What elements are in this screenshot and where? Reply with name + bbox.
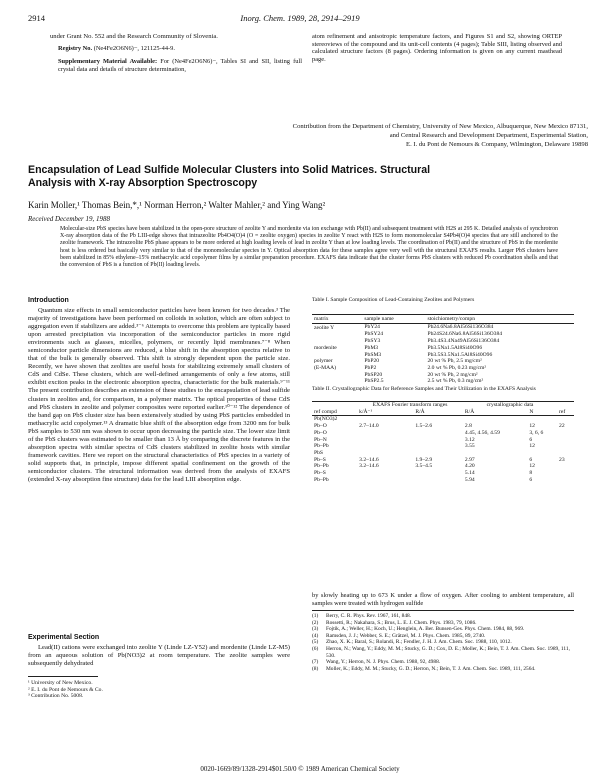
table-2-cell [557,416,574,423]
table-2-cell: 4.20 [464,463,475,470]
reference-number: (5) [312,639,319,646]
reference-text: Rossetti, R.; Nakahara, S.; Brus, L. E. J. Chem. Phys. 1983, 79, 1086. [326,619,477,626]
reference-item [312,646,574,659]
table-1-cell: Pb3.5S3.5Na1.5Al8Si40O96 [427,351,493,358]
author-list: Karin Moller,¹ Thomas Bein,*,¹ Norman Herron,² Walter Mahler,² and Ying Wang² [28,200,326,210]
table-2-cell [413,450,463,457]
footnote-1: ¹ University of New Mexico. [28,680,93,686]
table-1-row [312,378,574,385]
table-2-cell [463,450,527,457]
reference-text: Wang, Y.; Herron, N. J. Phys. Chem. 1988, 92, 4988. [326,659,441,666]
table-1-cell: PbP2 [364,364,377,371]
reference-item [312,613,574,620]
table-2-cell: 5.94 [464,476,475,483]
table-2-cell: Pb–N [314,436,327,443]
registry-label: Registry No. [58,45,93,52]
table-2-cell [357,416,413,423]
registry-numbers [50,45,302,53]
table-2-group-header: EXAFS Fourier transform ranges [372,402,448,408]
table-1-cell [312,378,362,385]
table-2-cell: 2.7–14.0 [359,423,379,430]
table-2-cell [557,437,574,444]
table-2-cell: 22 [559,423,565,430]
table-2-row [312,450,574,457]
table-2-cell: Pb–Pb [314,463,329,470]
reference-text: Berry, C. R. Phys. Rev. 1967, 161, 848. [326,613,412,619]
table-2-cell: Pb–O [314,429,327,436]
table-2-cell [557,450,574,457]
table-2-row [312,477,574,484]
table-2-cell [413,437,463,444]
table-2 [312,401,574,483]
table-2-cell: 12 [529,443,535,450]
table-2-cell: Pb–S [314,470,326,477]
table-1-header-cell: sample name [364,316,394,322]
table-2-cell: 23 [559,456,565,463]
title-line-1: Encapsulation of Lead Sulfide Molecular Clusters into Solid Matrices. Structural [28,164,431,176]
contribution-block [148,123,588,149]
table-1-row [312,352,574,359]
reference-item [312,620,574,627]
table-1-cell: zeolite Y [314,324,335,331]
table-2-cell [413,470,463,477]
supp-text: For (Ne4Fe2O6N6)−, Tables SI and SII, listing full crystal data and details of structure determination, [58,58,302,73]
table-1-cell: PbM3 [364,344,379,351]
table-2-cell: Pb–Pb [314,476,329,483]
table-2-row [312,430,574,437]
table-2-header-cell: R/Å [415,408,425,415]
table-2-cell: 6 [529,476,533,483]
table-1-cell [312,352,362,359]
reference-number: (7) [312,659,319,666]
table-2-cell: 2.97 [464,456,475,463]
table-1-cell: PbSP2.5 [364,378,384,385]
reference-number: (1) [312,613,319,619]
table-2-cell [527,450,557,457]
table-2-row [312,437,574,444]
table-1-cell: polymer [314,358,333,365]
table-2-cell [463,416,527,423]
reference-item [312,639,574,646]
table-2-cell: Pb(NO3)2 [314,416,338,423]
reference-text: Zhao, X. K.; Baral, S.; Rolandi, R.; Fendler, J. H. J. Am. Chem. Soc. 1988, 110, 1012. [326,639,512,646]
table-2-cell [357,437,413,444]
table-2-cell: 12 [529,463,535,470]
footnote-3: ³ Contribution No. 5008. [28,693,84,700]
references-list [312,613,574,672]
reference-text: Herron, N.; Wang, Y.; Eddy, M. M.; Stucky, G. D.; Cox, D. E.; Moller, K.; Bein, T. J. Am. Chem. Soc. 1989, 111, 530. [326,645,570,659]
table-2-cell: 8 [529,470,533,477]
table-2-cell: 2.8 [464,423,472,430]
page-number: 2914 [28,13,45,23]
table-2-cell: 3.12 [464,436,475,443]
table-2-group-spacer [557,402,574,409]
reference-number: (4) [312,632,319,639]
table-2-row [312,443,574,450]
table-2-header-cell: R/Å [464,408,475,415]
table-2-cell [357,443,413,450]
reference-text: Ramsden, J. J.; Webber, S. E.; Grätzel, M. J. Phys. Chem. 1985, 89, 2740. [326,632,486,639]
table-1-cell: Pb3.5Na1.5Al8Si40O96 [427,344,483,351]
table-2-cell: 3.2–14.6 [359,456,379,463]
table-2-cell [413,430,463,437]
table-2-cell [557,463,574,470]
table-1-cell: Pb3.4S3.4Na49Al56Si136O384 [427,338,500,345]
table-1-row [312,365,574,372]
table-2-header-cell: ref [559,408,566,415]
reference-item [312,666,574,673]
table-1-header-row [312,315,574,324]
table-2-cell [413,416,463,423]
table-1-cell: PbSY24 [364,331,384,338]
table-2-cell [557,443,574,450]
table-2-header-cell: k/Å⁻¹ [359,408,373,415]
reference-number: (8) [312,665,319,672]
supplementary-material [50,58,302,73]
table-1-caption: Table I. Sample Composition of Lead-Containing Zeolites and Polymers [312,297,475,303]
reference-number: (6) [312,645,319,652]
table-1-row [312,358,574,365]
table-1 [312,314,574,385]
journal-citation: Inorg. Chem. 1989, 28, 2914–2919 [240,13,360,23]
table-2-cell [357,477,413,484]
supplementary-continued: atom refinement and anisotropic temperature factors, and Figures S1 and S2, showing ORTEP stereoviews of the compound and its unit-cell contents (4 pages); Table SIII, listing observed and calculated structure factors (8 pages). Ordering information is given on any current masthead page. [312,33,562,63]
table-1-cell: 20 wt % Pb, 2 mg/cm² [427,371,478,378]
table-2-cell: Pb–O [314,423,327,430]
table-2-cell [357,470,413,477]
table-2-cell [557,430,574,437]
table-2-cell: 5.14 [464,470,475,477]
table-2-row [312,457,574,464]
table-2-cell [357,430,413,437]
table-2-cell [557,470,574,477]
table-1-cell: 20 wt % Pb, 2.5 mg/cm² [427,358,482,365]
registry-text: (Ne4Fe2O6N6)−, 121125-44-9. [93,45,175,52]
page-footer: 0020-1669/89/1328-2914$01.50/0 © 1989 American Chemical Society [200,765,400,773]
table-1-cell: (E-MAA) [314,364,337,371]
table-1-row [312,372,574,379]
table-1-cell [312,331,362,338]
table-1-cell: PbY24 [364,323,380,330]
table-2-header-cell: N [529,408,534,415]
title-line-2: Analysis with X-ray Absorption Spectroscopy [28,177,258,189]
table-1-row [312,338,574,345]
table-1-cell: PbSP20 [364,371,383,378]
table-2-cell: 1.9–2.9 [415,456,433,463]
table-1-cell: Pb24.6Na6.8Al56Si136O384 [427,323,494,330]
table-1-cell: Pb24S24.6Na6.8Al56Si136O384 [427,331,503,338]
table-2-row [312,423,574,430]
table-1-cell [312,338,362,345]
table-2-cell: PbS [314,449,324,456]
table-1-cell: PbP20 [364,358,380,365]
grant-line: under Grant No. 552 and the Research Community of Slovenia. [50,33,218,40]
table-1-row [312,345,574,352]
table-1-cell: mordenite [314,344,337,351]
reference-number: (2) [312,619,319,626]
table-2-group-header: crystallographic data [486,402,534,408]
table-2-cell: Pb–Pb [314,443,329,450]
table-2-cell: Pb–S [314,456,326,463]
abstract: Molecular-size PbS species have been stabilized in the open-pore structure of zeolite Y and mordenite via ion exchange with Pb(II) and subsequent treatment with H2S at 295 K. Detailed analysis of synchrotron X-ray absorption data of the Pb LIII-edge shows that intrazeolite Pb4O4(O)4 (O = zeolite oxygen) species in zeolite Y react with H2S to form monomolecular S4Pb4(O)4 species that are still anchored to the zeolite framework. The intrazeolite PbS phase appears to be more ordered at high loading levels of lead in zeolite Y than at low loading levels. The coordination of Pb(II) and the structure of PbS in the mordenite host is less ordered but basically very similar to that of the monomolecular species in Y. Optical absorption data for these samples agree very well with the structural EXAFS results. Larger PbS clusters have been stabilized in 85% ethylene–15% methacrylic acid copolymer films by a similar preparation procedure. EXAFS data indicate that the cluster forms PbS clusters with reduced Pb coordination shells and that the conversion of PbS is a function of Pb(II) loading levels. [60,226,558,269]
table-1-header-cell: stoichiometry/compn [427,316,475,322]
experimental-continued: by slowly heating up to 673 K under a flow of oxygen. After cooling to ambient temperature, all samples were treated with hydrogen sulfide [312,592,574,608]
table-2-cell: 6 [529,436,533,443]
table-2-row [312,470,574,477]
table-2-cell: 6 [529,456,533,463]
table-1-row [312,323,574,331]
table-2-cell: 3.2–14.6 [359,463,379,470]
table-2-row [312,416,574,423]
reference-text: Fojtik, A.; Weller, H.; Koch, U.; Henglein, A. Ber. Bunsen-Ges. Phys. Chem. 1984, 88, 969. [326,626,525,633]
table-2-header-row [312,409,574,416]
table-2-cell: 12 [529,423,535,430]
table-1-cell: PbSM3 [364,351,382,358]
table-1-cell [312,372,362,379]
table-1-cell: 2.5 wt % Pb, 0.3 mg/cm² [427,378,484,385]
footnote-rule [28,676,98,677]
table-2-cell: 1.5–2.6 [415,423,433,430]
supp-label: Supplementary Material Available: [58,58,158,65]
references-rule [312,610,574,611]
table-1-header-cell: matrix [314,316,329,322]
contribution-line-3: E. I. du Pont de Nemours & Company, Wilmington, Delaware 19898 [406,140,588,148]
reference-item [312,659,574,666]
table-2-caption: Table II. Crystallographic Data for Reference Samples and Their Utilization in the EXAFS Analysis [312,386,536,392]
table-2-cell: 3.55 [464,443,475,450]
reference-item [312,633,574,640]
table-2-cell [527,416,557,423]
table-2-cell [413,477,463,484]
reference-text: Moller, K.; Eddy, M. M.; Stucky, G. D.; Herron, N.; Bein, T. J. Am. Chem. Soc. 1989, 111, 2564. [326,665,536,672]
footnote-2: ² E. I. du Pont de Nemours & Co. [28,686,103,693]
table-2-group-header-row [312,402,574,409]
table-2-header-cell: ref compd [314,408,337,415]
table-2-cell: 4.45, 4.56, 4.59 [464,429,500,436]
introduction-heading: Introduction [28,297,69,304]
experimental-heading: Experimental Section [28,634,100,641]
article-title [28,164,588,190]
table-2-cell [557,477,574,484]
footnotes [28,680,290,700]
introduction-text: Quantum size effects in small semiconductor particles have been known for two decades.³ The majority of investigations have been performed on colloids in solution, which are often subject to aggregation even if stabilizers are added.³⁻⁶ Attempts to overcome this problem are typically based upon arrested precipitation via incorporation of the semiconductor particles in more rigid environments such as glasses, micelles, polymers, or recently lipid membranes.⁷⁻⁸ When semiconductor particle dimensions are reduced, a blue shift in the absorption spectra relative to that of the bulk is generally observed. This shift is strongly dependent upon the particle size. Recently, we have shown that zeolites are useful hosts for stabilizing extremely small clusters of CdS and CdSe. These clusters, which are well-defined arrangements of only a few atoms, still exhibit exciton peaks in the electronic absorption spectra, characteristic for the bulk materials.⁹⁻¹¹ The present contribution describes an extension of these studies to the encapsulation of lead sulfide clusters in zeolites and, for comparison, in a polymer matrix. The optical properties of these CdS and PbS clusters in zeolite and polymer composites were reported earlier.¹⁰⁻¹² The dependence of the band gap on PbS cluster size has been extensively studied by using PbS particles embedded in methacrylic acid copolymer.¹³ A dramatic blue shift of the absorption edge from 3200 nm for bulk PbS samples to 530 nm was shown to occur upon decreasing the particle size. The lower size limit of the PbS clusters was estimated to be smaller than 13 Å by comparing the discrete features in the absorption spectra with similar spectra of CdS clusters stabilized in zeolite hosts with similar framework cavities. Here we report on the structural characteristics of PbS species in a variety of solid supports that, in principle, impose different spatial confinement on the growth of the semiconductor clusters. The structural information was derived from the analysis of EXAFS (extended X-ray absorption fine structure) data for the lead LIII absorption edge. [28,307,290,483]
table-2-cell [413,443,463,450]
table-1-cell: 2.0 wt % Pb, 0.23 mg/cm² [427,364,486,371]
reference-number: (3) [312,626,319,633]
contribution-line-1: Contribution from the Department of Chemistry, University of New Mexico, Albuquerque, New Mexico 87131, [292,123,588,130]
table-1-cell: PbSY3 [364,338,381,345]
experimental-text: Lead(II) cations were exchanged into zeolite Y (Linde LZ-Y52) and mordenite (Linde LZ-M5) from an aqueous solution of Pb(NO3)2 at room temperature. The zeolite samples were subsequently dehydrated [28,644,290,668]
table-2-group-spacer [312,402,357,409]
table-1-row [312,331,574,338]
received-date: Received December 19, 1988 [28,215,111,223]
contribution-line-2: and Central Research and Development Department, Experimental Station, [389,131,588,139]
table-2-cell: 3, 6, 6 [529,429,544,436]
table-2-cell: 3.5–4.5 [415,463,433,470]
reference-item [312,626,574,633]
table-2-row [312,463,574,470]
table-2-cell [357,450,413,457]
